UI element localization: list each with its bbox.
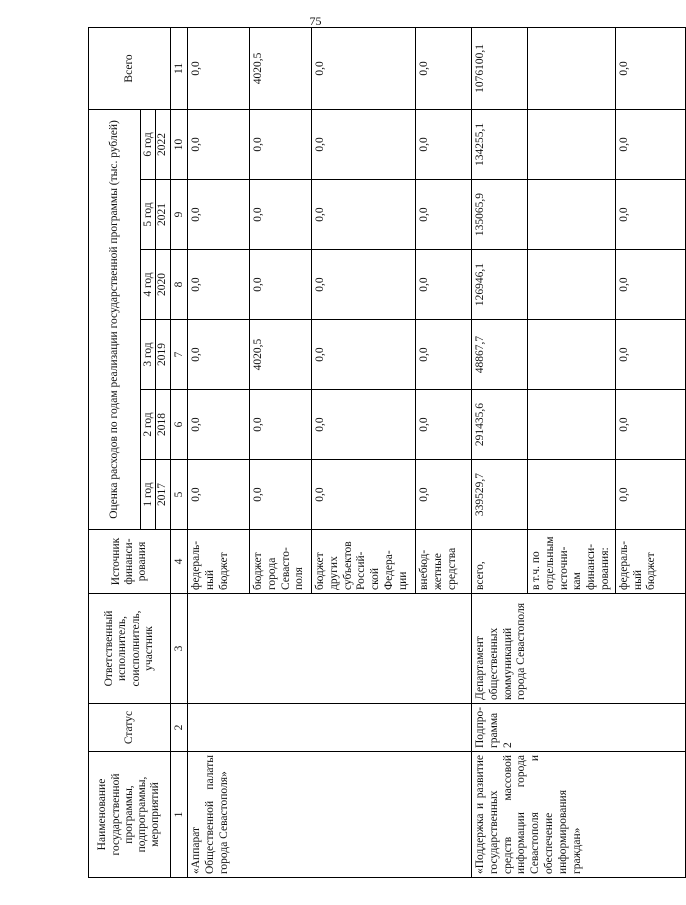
year-value-cell: 0,0: [416, 109, 472, 179]
year-value-cell: 0,0: [615, 180, 685, 250]
table-row: [472, 27, 528, 877]
year-value-cell: 0,0: [416, 250, 472, 320]
year-value: 2021: [155, 180, 169, 249]
funding-source: федераль-ный бюджет: [188, 530, 250, 594]
year-header: [141, 460, 171, 530]
year-value-cell: 0,0: [250, 460, 312, 530]
header-name: Наименование государственной программы, подпрограммы, мероприятий: [89, 752, 171, 878]
year-value-cell: 0,0: [188, 180, 250, 250]
year-value-cell: 0,0: [312, 320, 416, 390]
year-value-cell: 0,0: [188, 320, 250, 390]
table-row: [188, 27, 250, 877]
year-label: 5 год: [141, 202, 154, 227]
year-value-cell: 0,0: [416, 320, 472, 390]
year-value-cell: 48867,7: [472, 320, 528, 390]
year-header: [141, 109, 171, 179]
year-value-cell: 0,0: [188, 390, 250, 460]
year-value-cell: 0,0: [250, 180, 312, 250]
year-value-cell: [528, 250, 616, 320]
year-value-cell: 0,0: [250, 390, 312, 460]
year-value: 2019: [155, 320, 169, 389]
total-cell: 0,0: [188, 27, 250, 109]
year-value-cell: 0,0: [416, 180, 472, 250]
year-value-cell: [528, 320, 616, 390]
funding-source: всего,: [472, 530, 528, 594]
year-value-cell: 0,0: [188, 109, 250, 179]
year-value-cell: 134255,1: [472, 109, 528, 179]
year-header: [141, 390, 171, 460]
year-value: 2020: [155, 250, 169, 319]
column-index: 5: [171, 460, 188, 530]
year-value-cell: 126946,1: [472, 250, 528, 320]
program-name: «Аппарат Общественной палаты города Севастополя»: [188, 752, 472, 878]
column-index: 8: [171, 250, 188, 320]
total-cell: 1076100,1: [472, 27, 528, 109]
column-index: 9: [171, 180, 188, 250]
program-status: [188, 704, 472, 752]
funding-source: внебюд-жетные средства: [416, 530, 472, 594]
total-cell: 0,0: [312, 27, 416, 109]
year-value-cell: 291435,6: [472, 390, 528, 460]
year-value: 2022: [155, 110, 169, 179]
total-cell: 0,0: [615, 27, 685, 109]
year-value-cell: 0,0: [615, 250, 685, 320]
year-value-cell: 0,0: [615, 390, 685, 460]
year-value-cell: 0,0: [312, 390, 416, 460]
year-value-cell: [528, 180, 616, 250]
program-executor: [188, 594, 472, 704]
column-index: 11: [171, 27, 188, 109]
year-value-cell: 0,0: [615, 109, 685, 179]
column-index: 2: [171, 704, 188, 752]
column-index: 7: [171, 320, 188, 390]
year-header: [141, 250, 171, 320]
funding-source: федераль-ный бюджет: [615, 530, 685, 594]
total-cell: 0,0: [416, 27, 472, 109]
header-source: Источник финанси-рования: [89, 530, 171, 594]
header-status: Статус: [89, 704, 171, 752]
year-value-cell: 0,0: [188, 460, 250, 530]
header-executor: Ответственный исполнитель, соисполнитель, участник: [89, 594, 171, 704]
column-index: 6: [171, 390, 188, 460]
year-value-cell: 0,0: [312, 180, 416, 250]
year-label: 2 год: [141, 412, 154, 437]
year-value-cell: 0,0: [312, 250, 416, 320]
total-cell: [528, 27, 616, 109]
year-header: [141, 320, 171, 390]
year-value-cell: 0,0: [615, 320, 685, 390]
header-total: Всего: [89, 27, 171, 109]
year-header: [141, 180, 171, 250]
year-value-cell: 0,0: [312, 460, 416, 530]
year-value-cell: 0,0: [188, 250, 250, 320]
funding-source: бюджет других субъектов Россий-ской Федера-ции: [312, 530, 416, 594]
year-value-cell: 339529,7: [472, 460, 528, 530]
year-value-cell: 0,0: [416, 390, 472, 460]
column-index: 1: [171, 752, 188, 878]
rotated-table-container: [88, 28, 658, 878]
column-index: 3: [171, 594, 188, 704]
column-index: 10: [171, 109, 188, 179]
year-value-cell: 135065,9: [472, 180, 528, 250]
year-value-cell: [528, 390, 616, 460]
year-value-cell: 0,0: [250, 250, 312, 320]
funding-source: в т.ч. по отдельным источни-кам финанси-рования:: [528, 530, 616, 594]
year-value-cell: [528, 109, 616, 179]
column-index: 4: [171, 530, 188, 594]
budget-table: [88, 27, 686, 878]
year-label: 6 год: [141, 132, 154, 157]
year-label: 1 год: [141, 482, 154, 507]
year-label: 3 год: [141, 342, 154, 367]
program-executor: Департамент общественных коммуникаций города Севастополя: [472, 594, 686, 704]
total-cell: 4020,5: [250, 27, 312, 109]
year-value-cell: 4020,5: [250, 320, 312, 390]
funding-source: бюджет города Севасто-поля: [250, 530, 312, 594]
year-value: 2018: [155, 390, 169, 459]
page-number: 75: [309, 14, 322, 28]
year-value-cell: [528, 460, 616, 530]
program-status: Подпро-грамма 2: [472, 704, 686, 752]
year-value-cell: 0,0: [250, 109, 312, 179]
year-label: 4 год: [141, 272, 154, 297]
year-value: 2017: [155, 460, 169, 529]
program-name: «Поддержка и развитие государственных средств массовой информации города Севастополя и обеспечение информирования граждан»: [472, 752, 686, 878]
year-value-cell: 0,0: [312, 109, 416, 179]
year-value-cell: 0,0: [416, 460, 472, 530]
header-years-group: Оценка расходов по годам реализации государственной программы (тыс. рублей): [89, 109, 141, 529]
year-value-cell: 0,0: [615, 460, 685, 530]
